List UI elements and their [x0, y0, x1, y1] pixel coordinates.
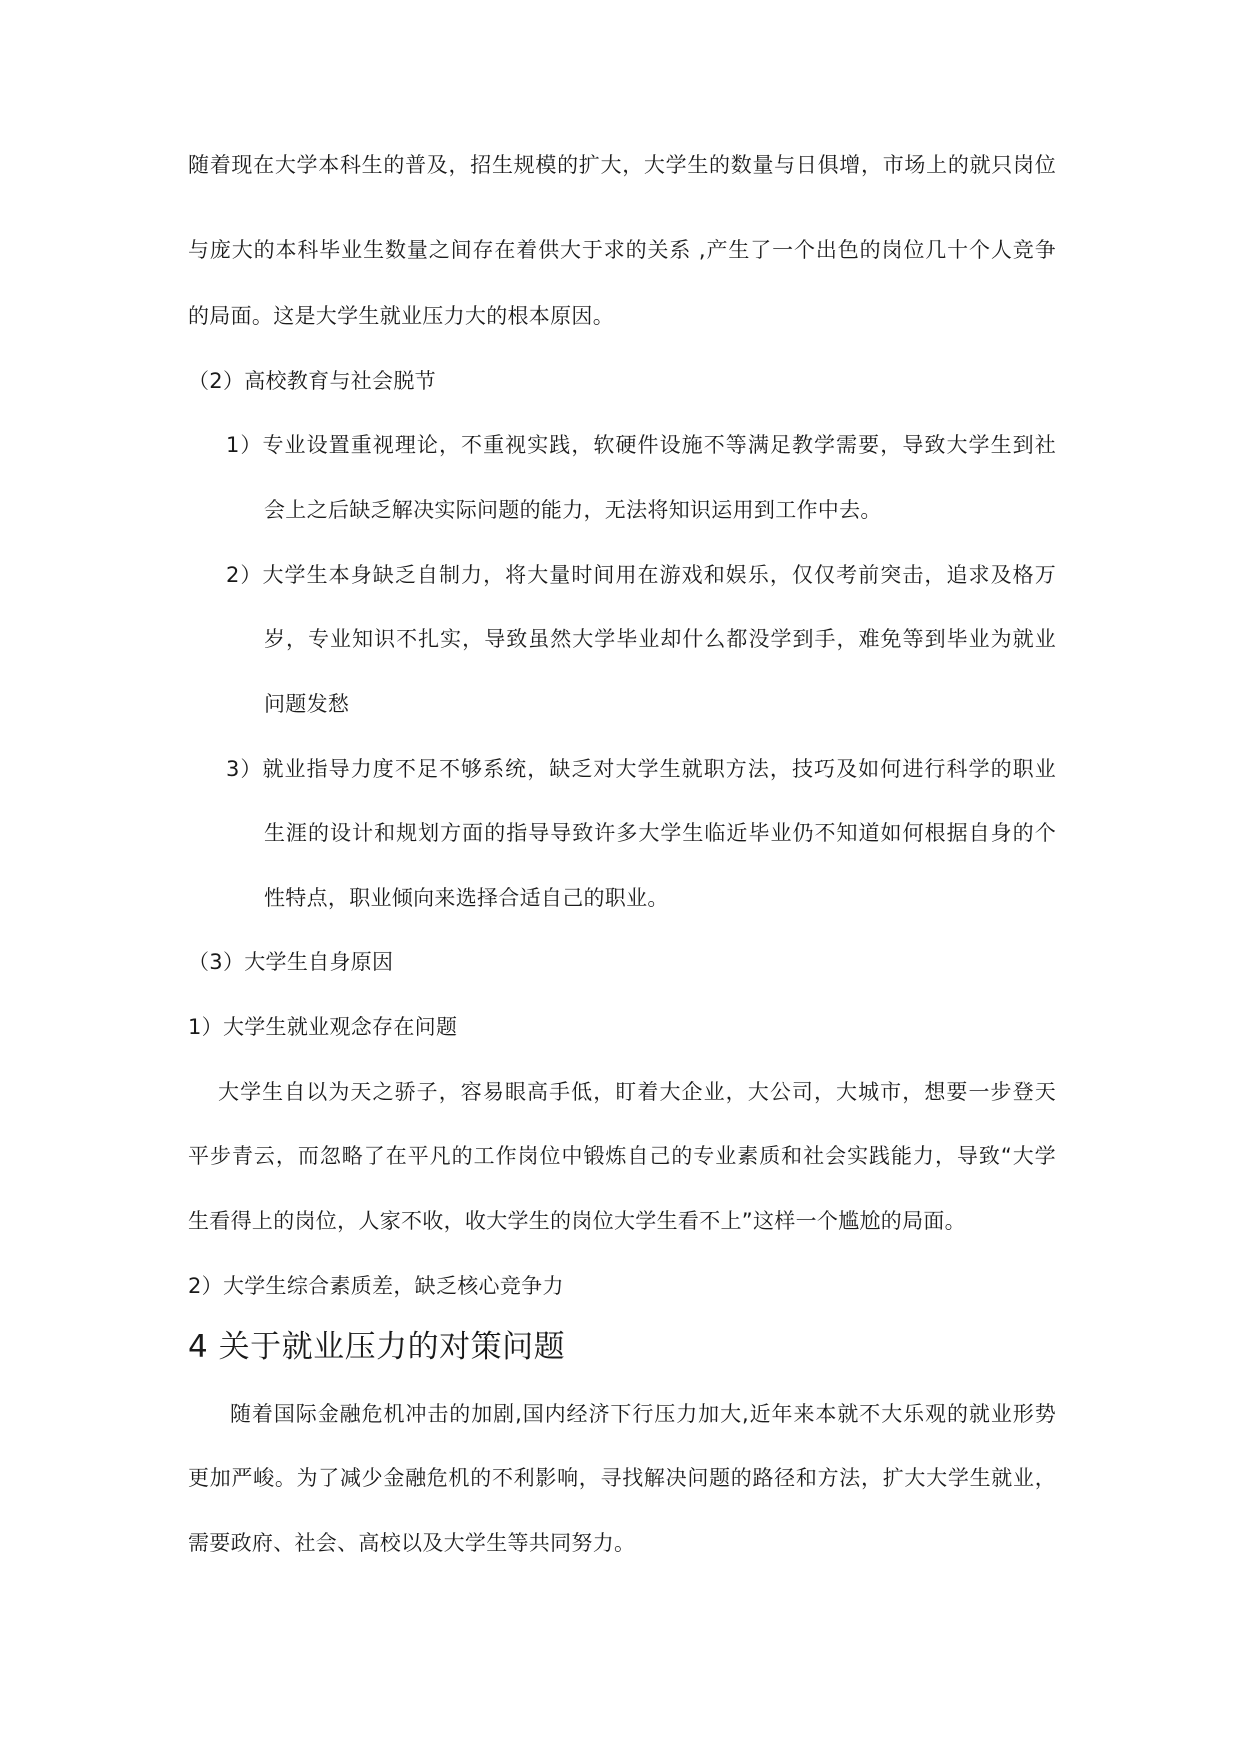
subsection-heading: 2）大学生综合素质差，缺乏核心竞争力: [188, 1274, 564, 1298]
list-item-line: 生涯的设计和规划方面的指导导致许多大学生临近毕业仍不知道如何根据自身的个: [264, 821, 1056, 845]
paragraph-line: 生看得上的岗位，人家不收，收大学生的岗位大学生看不上”这样一个尴尬的局面。: [188, 1209, 966, 1233]
section-heading: （3）大学生自身原因: [188, 950, 394, 974]
list-item-line: 1）专业设置重视理论，不重视实践，软硬件设施不等满足教学需要，导致大学生到社: [226, 433, 1056, 457]
chapter-heading: 4 关于就业压力的对策问题: [188, 1329, 566, 1365]
list-item-line: 岁，专业知识不扎实，导致虽然大学毕业却什么都没学到手，难免等到毕业为就业: [264, 627, 1056, 651]
paragraph-line: 大学生自以为天之骄子，容易眼高手低，盯着大企业，大公司，大城市，想要一步登天: [218, 1080, 1056, 1104]
list-item-line: 3）就业指导力度不足不够系统，缺乏对大学生就职方法，技巧及如何进行科学的职业: [226, 757, 1056, 781]
paragraph-line: 平步青云，而忽略了在平凡的工作岗位中锻炼自己的专业素质和社会实践能力，导致“大学: [188, 1144, 1056, 1168]
paragraph-line: 与庞大的本科毕业生数量之间存在着供大于求的关系 ,产生了一个出色的岗位几十个人竞争: [188, 238, 1056, 262]
paragraph-line: 的局面。这是大学生就业压力大的根本原因。: [188, 304, 614, 328]
list-item-line: 会上之后缺乏解决实际问题的能力，无法将知识运用到工作中去。: [264, 498, 882, 522]
paragraph-line: 需要政府、社会、高校以及大学生等共同努力。: [188, 1531, 636, 1555]
section-heading: （2）高校教育与社会脱节: [188, 369, 436, 393]
list-item-line: 性特点，职业倾向来选择合适自己的职业。: [264, 886, 669, 910]
paragraph-line: 随着国际金融危机冲击的加剧,国内经济下行压力加大,近年来本就不大乐观的就业形势: [230, 1402, 1056, 1426]
paragraph-line: 随着现在大学本科生的普及，招生规模的扩大，大学生的数量与日俱增，市场上的就只岗位: [188, 153, 1056, 177]
list-item-line: 问题发愁: [264, 692, 350, 716]
list-item-line: 2）大学生本身缺乏自制力，将大量时间用在游戏和娱乐，仅仅考前突击，追求及格万: [226, 563, 1056, 587]
subsection-heading: 1）大学生就业观念存在问题: [188, 1015, 458, 1039]
paragraph-line: 更加严峻。为了减少金融危机的不利影响，寻找解决问题的路径和方法，扩大大学生就业，: [188, 1466, 1056, 1490]
